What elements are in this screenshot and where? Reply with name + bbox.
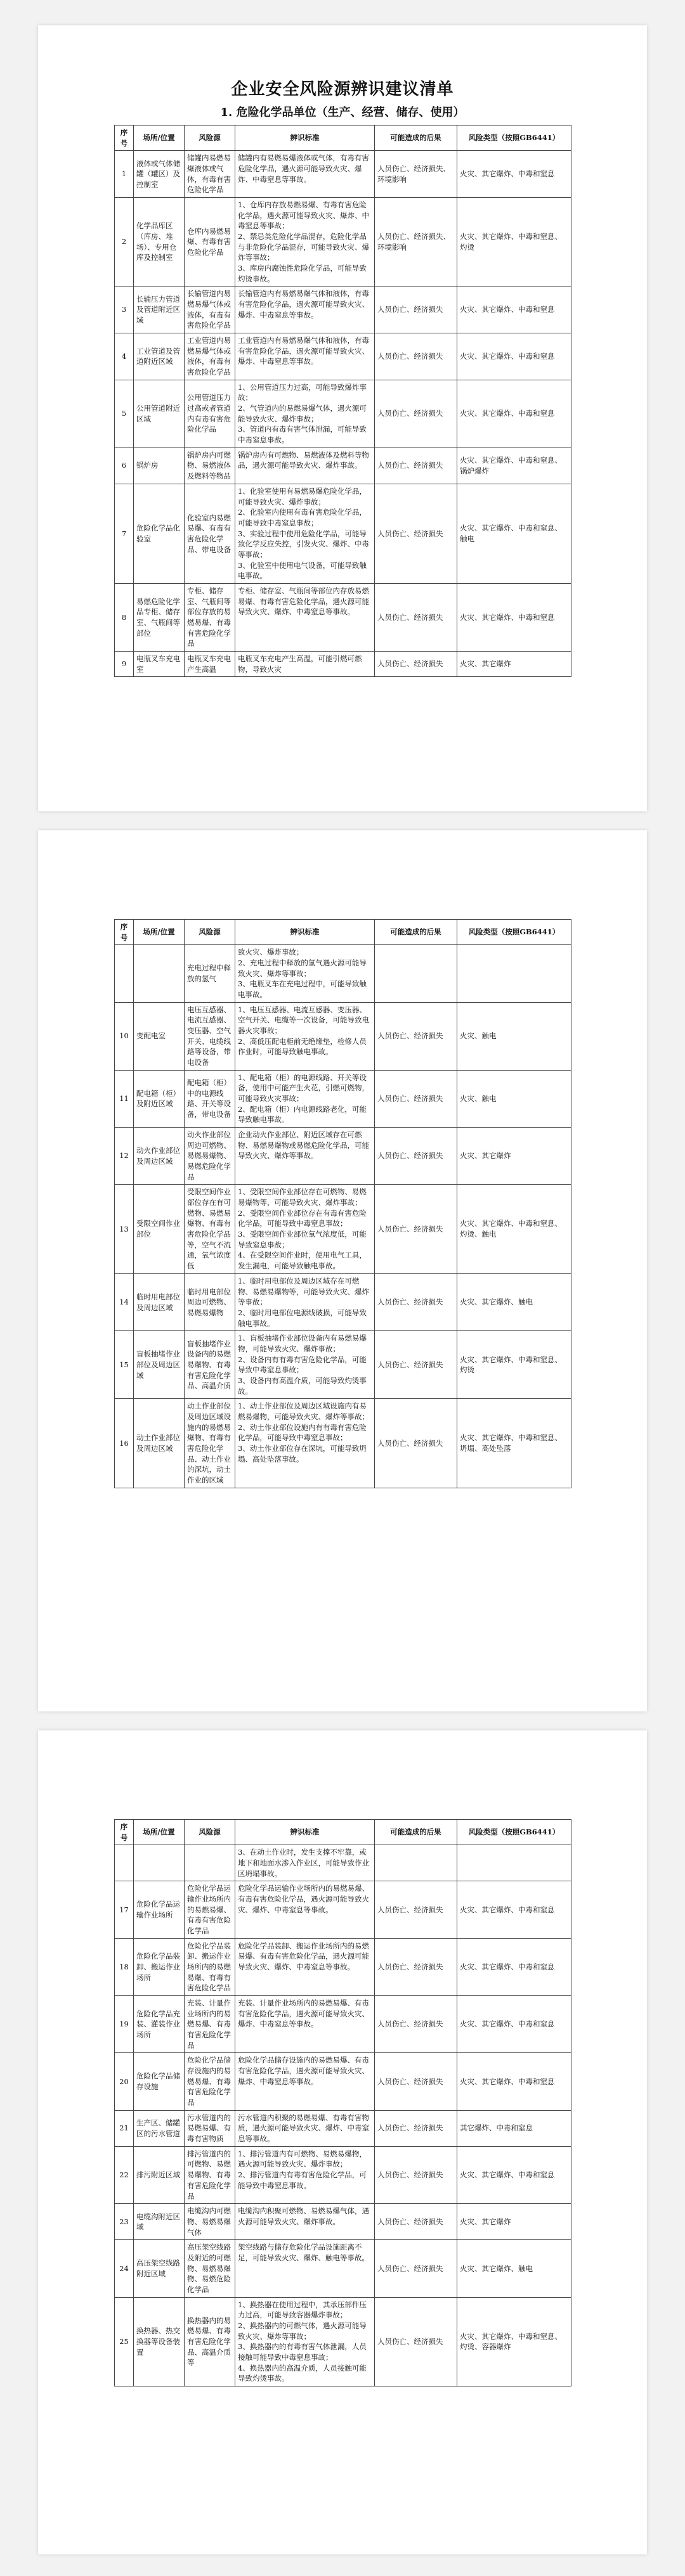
cell-location — [134, 1845, 185, 1881]
cell-type: 火灾、其它爆炸、触电 — [457, 1273, 571, 1330]
cell-standard: 1、临时用电部位及周边区域存在可燃物、易燃易爆物等，可能导致火灾、爆炸等事故； 2、临时用电部位电源线破损，可能导致触电事故。 — [235, 1273, 375, 1330]
cell-source: 工业管道内易燃易爆气体或液体，有毒有害危险化学品 — [185, 333, 235, 380]
table-row — [115, 2146, 571, 2203]
cell-source: 盲板抽堵作业设备内的易燃易爆物、有毒有害危险化学品、高温介质 — [185, 1331, 235, 1399]
table-body-page-3 — [115, 1845, 571, 2386]
cell-no — [115, 945, 134, 1002]
cell-type: 火灾、其它爆炸、中毒和窒息 — [457, 287, 571, 333]
table-row — [115, 1399, 571, 1488]
cell-result: 人员伤亡、经济损失 — [375, 2240, 457, 2297]
cell-type — [457, 1845, 571, 1881]
cell-location: 换热器、热交换器等设备装置 — [134, 2297, 185, 2386]
cell-source: 锅炉房内可燃物、易燃液体及燃料等物品 — [185, 448, 235, 484]
cell-standard: 长输管道内有易燃易爆气体和液体，有毒有害危险化学品，遇火源可能导致火灾、爆炸、中毒窒息等事故。 — [235, 287, 375, 333]
table-row — [115, 448, 571, 484]
cell-result: 人员伤亡、经济损失 — [375, 1881, 457, 1938]
cell-location: 动土作业部位及周边区域 — [134, 1399, 185, 1488]
cell-standard: 1、动土作业部位及周边区域设施内有易燃易爆物，可能导致火灾、爆炸等事故； 2、动土作业部位设施内有有毒有害危险化学品，可能导致中毒窒息事故； 3、动土作业部位存在深坑，可能导致坍塌、高处坠落事故。 — [235, 1399, 375, 1488]
table-row — [115, 287, 571, 333]
cell-standard: 储罐内有易燃易爆液体或气体，有毒有害危险化学品，遇火源可能导致火灾、爆炸、中毒窒息等事故。 — [235, 151, 375, 198]
cell-location: 锅炉房 — [134, 448, 185, 484]
table-header-row — [115, 126, 571, 151]
cell-no: 25 — [115, 2297, 134, 2386]
cell-no: 20 — [115, 2053, 134, 2110]
cell-no: 14 — [115, 1273, 134, 1330]
cell-result: 人员伤亡、经济损失 — [375, 484, 457, 583]
cell-result: 人员伤亡、经济损失 — [375, 583, 457, 651]
cell-standard: 危险化学品运输作业场所内的易燃易爆、有毒有害危险化学品，遇火源可能导致火灾、爆炸、中毒窒息等事故。 — [235, 1881, 375, 1938]
cell-source: 配电箱（柜）中的电源线路、开关等设备，带电设备 — [185, 1070, 235, 1127]
cell-no — [115, 1845, 134, 1881]
table-row — [115, 198, 571, 287]
table-row — [115, 1273, 571, 1330]
cell-source: 危险化学品储存设施内的易燃易爆、有毒有害危险化学品 — [185, 2053, 235, 2110]
cell-source: 电缆沟内可燃物、易燃易爆气体 — [185, 2204, 235, 2240]
cell-standard: 充装、计量作业场所内的易燃易爆、有毒有害危险化学品，遇火源可能导致火灾、爆炸、中毒窒息等事故。 — [235, 1996, 375, 2053]
cell-source: 充电过程中释放的氢气 — [185, 945, 235, 1002]
cell-source: 电瓶叉车充电产生高温 — [185, 651, 235, 676]
cell-standard: 1、排污管道内有可燃物、易燃易爆物，遇火源可能导致火灾、爆炸事故； 2、排污管道内有毒有害危险化学品，可能导致中毒窒息事故。 — [235, 2146, 375, 2203]
cell-no: 22 — [115, 2146, 134, 2203]
cell-source: 专柜、储存室、气瓶间等部位存放的易燃易爆、有毒有害危险化学品 — [185, 583, 235, 651]
cell-no: 21 — [115, 2110, 134, 2146]
cell-no: 7 — [115, 484, 134, 583]
cell-type — [457, 945, 571, 1002]
cell-type: 火灾、其它爆炸、触电 — [457, 2240, 571, 2297]
cell-type: 火灾、其它爆炸、中毒和窒息 — [457, 151, 571, 198]
table-row — [115, 1331, 571, 1399]
cell-result: 人员伤亡、经济损失 — [375, 1996, 457, 2053]
cell-no: 10 — [115, 1002, 134, 1070]
cell-source: 高压架空线路及附近的可燃物、易燃易爆物、易燃危险化学品 — [185, 2240, 235, 2297]
cell-source: 危险化学品装卸、搬运作业场所内的易燃易爆、有毒有害危险化学品 — [185, 1938, 235, 1995]
cell-standard: 1、电压互感器、电流互感器、变压器、空气开关、电缆等一次设备，可能导致电器火灾事故； 2、高低压配电柜前无绝缘垫，检修人员作业时，可能导致触电事故。 — [235, 1002, 375, 1070]
header-source: 风险源 — [185, 126, 235, 151]
table-row — [115, 1002, 571, 1070]
cell-type: 火灾、其它爆炸、中毒和窒息 — [457, 1938, 571, 1995]
cell-type: 火灾、其它爆炸、中毒和窒息 — [457, 333, 571, 380]
header-type: 风险类型（按照GB6441） — [457, 920, 571, 945]
cell-standard: 3、在动土作业时，发生支撑不牢靠，或地下和地面水渗入作业区，可能导致作业区坍塌事故。 — [235, 1845, 375, 1881]
cell-source: 污水管道内的易燃易爆、有毒有害物质 — [185, 2110, 235, 2146]
table-row — [115, 1070, 571, 1127]
table-row — [115, 380, 571, 448]
cell-standard: 1、公用管道压力过高，可能导致爆炸事故； 2、气管道内的易燃易爆气体，遇火源可能导致火灾、爆炸事故； 3、管道内有毒有害气体泄漏，可能导致中毒窒息事故。 — [235, 380, 375, 448]
cell-no: 1 — [115, 151, 134, 198]
cell-no: 11 — [115, 1070, 134, 1127]
document-page-1 — [38, 25, 647, 811]
cell-location: 易燃危险化学品专柜、储存室、气瓶间等部位 — [134, 583, 185, 651]
cell-type: 火灾、其它爆炸、中毒和窒息、灼烫、触电 — [457, 1185, 571, 1273]
table-row — [115, 2110, 571, 2146]
cell-location: 动火作业部位及周边区域 — [134, 1128, 185, 1185]
table-row — [115, 151, 571, 198]
cell-type: 火灾、其它爆炸、中毒和窒息、灼烫 — [457, 1331, 571, 1399]
table-header-row — [115, 920, 571, 945]
cell-type: 火灾、其它爆炸、中毒和窒息、触电 — [457, 484, 571, 583]
cell-standard: 1、仓库内存放易燃易爆、有毒有害危险化学品，遇火源可能导致火灾、爆炸、中毒窒息等事故； 2、禁忌类危险化学品混存，危险化学品与非危险化学品混存，可能导致火灾、爆炸等事故； 3、库房内腐蚀性危险化学品，可能导致灼烫事故。 — [235, 198, 375, 287]
cell-result: 人员伤亡、经济损失 — [375, 448, 457, 484]
cell-no: 9 — [115, 651, 134, 676]
cell-result: 人员伤亡、经济损失、环境影响 — [375, 198, 457, 287]
cell-source: 动火作业部位周边可燃物、易燃易爆物、易燃危险化学品 — [185, 1128, 235, 1185]
cell-standard: 工业管道内有易燃易爆气体和液体，有毒有害危险化学品，遇火源可能导致火灾、爆炸、中毒窒息等事故。 — [235, 333, 375, 380]
table-row — [115, 1881, 571, 1938]
document-page-3 — [38, 1730, 647, 2554]
cell-location: 液体或气体储罐（罐区）及控制室 — [134, 151, 185, 198]
cell-location: 临时用电部位及周边区域 — [134, 1273, 185, 1330]
cell-type: 火灾、触电 — [457, 1070, 571, 1127]
cell-source: 公用管道压力过高或者管道内有毒有害危险化学品 — [185, 380, 235, 448]
table-row — [115, 583, 571, 651]
table-row — [115, 2240, 571, 2297]
cell-standard: 1、受限空间作业部位存在可燃物、易燃易爆物等，可能导致火灾、爆炸事故； 2、受限空间作业部位存在有毒有害危险化学品，可能导致中毒窒息事故； 3、受限空间作业部位氧气浓度低，可能导致窒息事故； 4、在受限空间作业时，使用电气工具，发生漏电，可能导致触电事故。 — [235, 1185, 375, 1273]
cell-source: 受限空间作业部位存在有可燃物、易燃易爆物、有毒有害危险化学品等，空气不流通，氧气浓度低 — [185, 1185, 235, 1273]
cell-result: 人员伤亡、经济损失 — [375, 1185, 457, 1273]
table-row — [115, 1996, 571, 2053]
cell-result: 人员伤亡、经济损失 — [375, 2297, 457, 2386]
cell-location: 危险化学品装卸、搬运作业场所 — [134, 1938, 185, 1995]
cell-result — [375, 1845, 457, 1881]
table-row — [115, 2297, 571, 2386]
cell-result: 人员伤亡、经济损失 — [375, 1002, 457, 1070]
cell-result: 人员伤亡、经济损失 — [375, 2204, 457, 2240]
cell-standard: 1、盲板抽堵作业部位设备内有易燃易爆物，可能导致火灾、爆炸事故； 2、设备内有有毒有害危险化学品，可能导致中毒窒息事故； 3、设备内有高温介质，可能导致灼烫事故。 — [235, 1331, 375, 1399]
cell-type: 火灾、其它爆炸、中毒和窒息 — [457, 1996, 571, 2053]
table-row — [115, 1185, 571, 1273]
cell-location: 公用管道附近区域 — [134, 380, 185, 448]
cell-no: 18 — [115, 1938, 134, 1995]
cell-standard: 架空线路与储存危险化学品设施距离不足，可能导致火灾、爆炸、触电等事故。 — [235, 2240, 375, 2297]
cell-type: 火灾、其它爆炸、中毒和窒息、坍塌、高处坠落 — [457, 1399, 571, 1488]
cell-no: 6 — [115, 448, 134, 484]
cell-location: 工业管道及管道附近区域 — [134, 333, 185, 380]
table-row — [115, 1938, 571, 1995]
cell-source: 换热器内的易燃易爆、有毒有害危险化学品、高温介质等 — [185, 2297, 235, 2386]
cell-type: 火灾、其它爆炸、中毒和窒息 — [457, 1881, 571, 1938]
cell-result: 人员伤亡、经济损失 — [375, 1938, 457, 1995]
cell-source: 临时用电部位周边可燃物、易燃易爆物 — [185, 1273, 235, 1330]
document-title: 企业安全风险源辨识建议清单 — [231, 80, 454, 99]
cell-location: 变配电室 — [134, 1002, 185, 1070]
cell-no: 17 — [115, 1881, 134, 1938]
cell-location: 化学品库区（库房、堆场）、专用仓库及控制室 — [134, 198, 185, 287]
cell-standard: 1、配电箱（柜）的电源线路、开关等设备，使用中可能产生火花，引燃可燃物，可能导致火灾事故； 2、配电箱（柜）内电源线路老化，可能导致触电事故。 — [235, 1070, 375, 1127]
cell-standard: 锅炉房内有可燃物、易燃液体及燃料等物品，遇火源可能导致火灾、爆炸事故。 — [235, 448, 375, 484]
cell-location: 电缆沟附近区域 — [134, 2204, 185, 2240]
table-header-row — [115, 1820, 571, 1845]
table-row — [115, 2204, 571, 2240]
header-result: 可能造成的后果 — [375, 126, 457, 151]
cell-no: 24 — [115, 2240, 134, 2297]
cell-no: 3 — [115, 287, 134, 333]
header-type: 风险类型（按照GB6441） — [457, 126, 571, 151]
cell-source: 动土作业部位及周边区域设施内的易燃易爆物、有毒有害危险化学品、动土作业的深坑，动土作业的区域 — [185, 1399, 235, 1488]
table-body-page-1 — [115, 151, 571, 677]
cell-type: 火灾、其它爆炸、中毒和窒息、灼烫、容器爆炸 — [457, 2297, 571, 2386]
table-row — [115, 651, 571, 676]
cell-result: 人员伤亡、经济损失 — [375, 1273, 457, 1330]
cell-result: 人员伤亡、经济损失 — [375, 1331, 457, 1399]
table-row — [115, 2053, 571, 2110]
cell-type: 火灾、触电 — [457, 1002, 571, 1070]
cell-no: 12 — [115, 1128, 134, 1185]
cell-location: 受限空间作业部位 — [134, 1185, 185, 1273]
cell-result: 人员伤亡、经济损失 — [375, 1399, 457, 1488]
header-standard: 辨识标准 — [235, 920, 375, 945]
cell-location: 危险化学品充装、灌装作业场所 — [134, 1996, 185, 2053]
table-row — [115, 333, 571, 380]
cell-type: 火灾、其它爆炸 — [457, 1128, 571, 1185]
cell-location: 电瓶叉车充电室 — [134, 651, 185, 676]
cell-result — [375, 945, 457, 1002]
cell-source: 充装、计量作业场所内的易燃易爆、有毒有害危险化学品 — [185, 1996, 235, 2053]
risk-table-page-2 — [114, 919, 571, 1488]
cell-result: 人员伤亡、经济损失 — [375, 333, 457, 380]
cell-result: 人员伤亡、经济损失 — [375, 287, 457, 333]
header-result: 可能造成的后果 — [375, 1820, 457, 1845]
cell-no: 23 — [115, 2204, 134, 2240]
cell-standard: 专柜、储存室、气瓶间等部位内存放易燃易爆、有毒有害危险化学品，遇火源可能导致火灾、爆炸、中毒窒息等事故。 — [235, 583, 375, 651]
cell-type: 火灾、其它爆炸、中毒和窒息 — [457, 2053, 571, 2110]
cell-standard: 1、换热器在使用过程中，其承压部件压力过高，可能导致容器爆炸事故； 2、换热器内的可燃气体，遇火源可能导致火灾、爆炸等事故； 3、换热器内的有毒有害气体泄漏，人员接触可能导致中毒窒息事故； 4、换热器内的高温介质，人员接触可能导致灼烫事故。 — [235, 2297, 375, 2386]
cell-location — [134, 945, 185, 1002]
cell-type: 火灾、其它爆炸、中毒和窒息、灼烫 — [457, 198, 571, 287]
cell-no: 2 — [115, 198, 134, 287]
cell-location: 危险化学品运输作业场所 — [134, 1881, 185, 1938]
cell-source: 储罐内易燃易爆液体或气体，有毒有害危险化学品 — [185, 151, 235, 198]
cell-location: 长输压力管道及管道附近区域 — [134, 287, 185, 333]
section-heading: 1. 危险化学品单位（生产、经营、储存、使用） — [220, 106, 465, 119]
header-no: 序号 — [115, 1820, 134, 1845]
header-standard: 辨识标准 — [235, 126, 375, 151]
header-location: 场所/位置 — [134, 1820, 185, 1845]
header-standard: 辨识标准 — [235, 1820, 375, 1845]
cell-location: 危险化学品储存设施 — [134, 2053, 185, 2110]
cell-location: 配电箱（柜）及附近区域 — [134, 1070, 185, 1127]
cell-no: 5 — [115, 380, 134, 448]
cell-source — [185, 1845, 235, 1881]
header-no: 序号 — [115, 126, 134, 151]
header-no: 序号 — [115, 920, 134, 945]
cell-result: 人员伤亡、经济损失 — [375, 1070, 457, 1127]
cell-source: 排污管道内的可燃物、易燃易爆物、有毒有害危险化学品 — [185, 2146, 235, 2203]
cell-type: 火灾、其它爆炸 — [457, 651, 571, 676]
cell-source: 电压互感器、电流互感器、变压器、空气开关、电缆线路等设备，带电设备 — [185, 1002, 235, 1070]
header-result: 可能造成的后果 — [375, 920, 457, 945]
header-location: 场所/位置 — [134, 920, 185, 945]
cell-type: 火灾、其它爆炸、中毒和窒息 — [457, 583, 571, 651]
risk-table-page-1 — [114, 125, 571, 677]
cell-result: 人员伤亡、经济损失 — [375, 651, 457, 676]
cell-no: 13 — [115, 1185, 134, 1273]
cell-type: 火灾、其它爆炸、中毒和窒息、锅炉爆炸 — [457, 448, 571, 484]
cell-location: 排污附近区域 — [134, 2146, 185, 2203]
cell-type: 其它爆炸、中毒和窒息 — [457, 2110, 571, 2146]
header-location: 场所/位置 — [134, 126, 185, 151]
document-page-2 — [38, 830, 647, 1711]
cell-no: 19 — [115, 1996, 134, 2053]
header-source: 风险源 — [185, 1820, 235, 1845]
cell-result: 人员伤亡、经济损失、环境影响 — [375, 151, 457, 198]
cell-type: 火灾、其它爆炸 — [457, 2204, 571, 2240]
table-row — [115, 945, 571, 1002]
cell-source: 仓库内易燃易爆、有毒有害危险化学品 — [185, 198, 235, 287]
cell-standard: 电瓶叉车充电产生高温，可能引燃可燃物，导致火灾 — [235, 651, 375, 676]
cell-source: 危险化学品运输作业场所内的易燃易爆、有毒有害危险化学品 — [185, 1881, 235, 1938]
table-row — [115, 1845, 571, 1881]
cell-standard: 污水管道内积聚的易燃易爆、有毒有害物质，遇火源可能导致火灾、爆炸、中毒窒息等事故。 — [235, 2110, 375, 2146]
cell-result: 人员伤亡、经济损失 — [375, 2146, 457, 2203]
risk-table-page-3 — [114, 1819, 571, 2386]
cell-result: 人员伤亡、经济损失 — [375, 2110, 457, 2146]
cell-standard: 危险化学品装卸、搬运作业场所内的易燃易爆、有毒有害危险化学品，遇火源可能导致火灾、爆炸、中毒窒息等事故。 — [235, 1938, 375, 1995]
cell-result: 人员伤亡、经济损失 — [375, 2053, 457, 2110]
cell-standard: 企业动火作业部位、附近区域存在可燃物、易燃易爆物或易燃危险化学品，可能导致火灾、爆炸等事故。 — [235, 1128, 375, 1185]
cell-no: 4 — [115, 333, 134, 380]
cell-location: 危险化学品化验室 — [134, 484, 185, 583]
cell-standard: 危险化学品储存设施内的易燃易爆、有毒有害危险化学品，遇火源可能导致火灾、爆炸、中毒窒息等事故。 — [235, 2053, 375, 2110]
cell-no: 15 — [115, 1331, 134, 1399]
table-row — [115, 1128, 571, 1185]
cell-no: 8 — [115, 583, 134, 651]
cell-source: 长输管道内易燃易爆气体或液体，有毒有害危险化学品 — [185, 287, 235, 333]
cell-location: 高压架空线路附近区域 — [134, 2240, 185, 2297]
cell-standard: 致火灾、爆炸事故； 2、充电过程中释放的氢气遇火源可能导致火灾、爆炸等事故； 3、电瓶叉车在充电过程中，可能导致触电事故。 — [235, 945, 375, 1002]
table-body-page-2 — [115, 945, 571, 1488]
cell-type: 火灾、其它爆炸、中毒和窒息 — [457, 2146, 571, 2203]
cell-source: 化验室内易燃易爆、有毒有害危险化学品、带电设备 — [185, 484, 235, 583]
cell-location: 盲板抽堵作业部位及周边区域 — [134, 1331, 185, 1399]
cell-result: 人员伤亡、经济损失 — [375, 1128, 457, 1185]
cell-location: 生产区、储罐区的污水管道 — [134, 2110, 185, 2146]
cell-no: 16 — [115, 1399, 134, 1488]
header-type: 风险类型（按照GB6441） — [457, 1820, 571, 1845]
cell-standard: 1、化验室使用有易燃易爆危险化学品，可能导致火灾、爆炸事故； 2、化验室内使用有毒有害危险化学品，可能导致中毒窒息事故； 3、实验过程中使用危险化学品，可能导致化学反应失控，引发火灾、爆炸、中毒等事故； 3、化验室中使用电气设备，可能导致触电事故。 — [235, 484, 375, 583]
cell-standard: 电缆沟内积聚可燃物、易燃易爆气体，遇火源可能导致火灾、爆炸事故。 — [235, 2204, 375, 2240]
cell-type: 火灾、其它爆炸、中毒和窒息 — [457, 380, 571, 448]
cell-result: 人员伤亡、经济损失 — [375, 380, 457, 448]
table-row — [115, 484, 571, 583]
header-source: 风险源 — [185, 920, 235, 945]
